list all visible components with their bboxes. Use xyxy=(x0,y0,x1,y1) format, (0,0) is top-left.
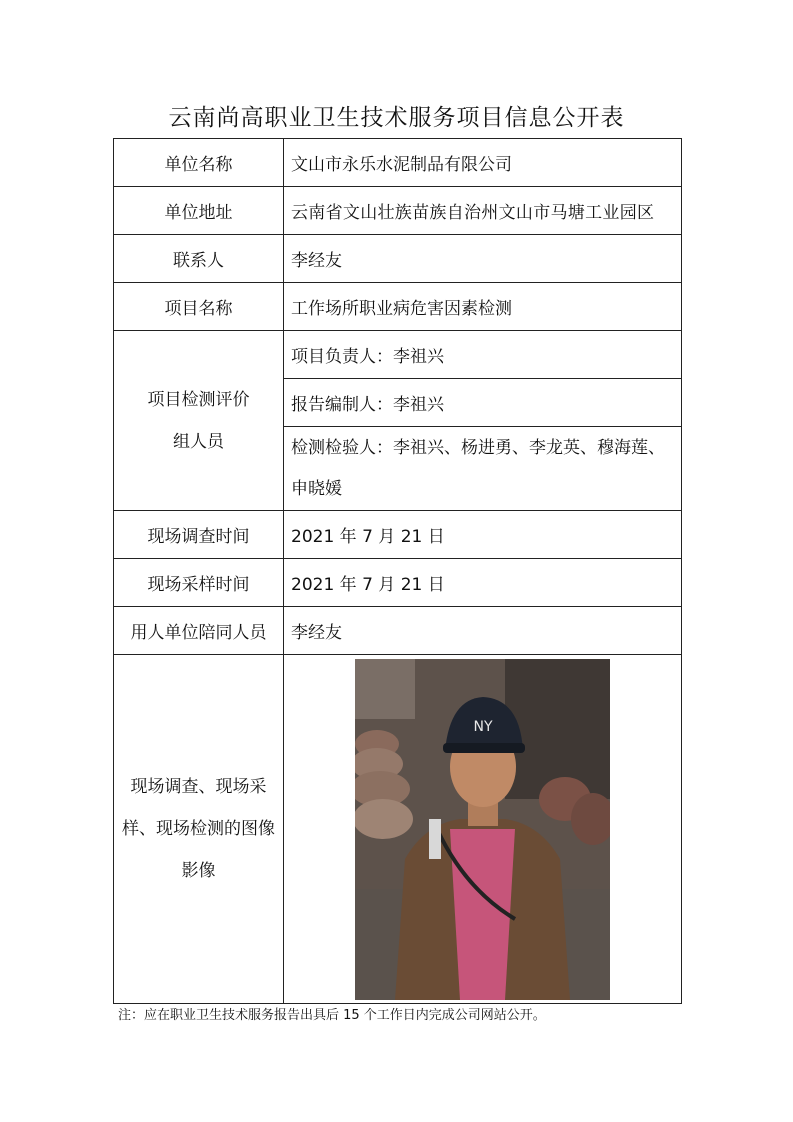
team-leader: 项目负责人：李祖兴 xyxy=(284,331,682,379)
worker-photo-illustration xyxy=(355,659,610,1000)
page-title: 云南尚高职业卫生技术服务项目信息公开表 xyxy=(168,105,625,131)
sampling-time-value: 2021 年 7 月 21 日 xyxy=(284,559,682,607)
team-inspectors: 检测检验人：李祖兴、杨进勇、李龙英、穆海莲、申晓媛 xyxy=(284,427,682,511)
accompany-value: 李经友 xyxy=(284,607,682,655)
company-value: 文山市永乐水泥制品有限公司 xyxy=(284,139,682,187)
address-value: 云南省文山壮族苗族自治州文山市马塘工业园区 xyxy=(284,187,682,235)
info-table xyxy=(113,138,682,1004)
table-row xyxy=(114,187,682,235)
table-row xyxy=(114,235,682,283)
svg-text:NY: NY xyxy=(473,718,493,735)
team-writer: 报告编制人：李祖兴 xyxy=(284,379,682,427)
project-value: 工作场所职业病危害因素检测 xyxy=(284,283,682,331)
table-row xyxy=(114,331,682,379)
contact-value: 李经友 xyxy=(284,235,682,283)
accompany-label: 用人单位陪同人员 xyxy=(114,607,284,655)
contact-label: 联系人 xyxy=(114,235,284,283)
table-row xyxy=(114,139,682,187)
project-label: 项目名称 xyxy=(114,283,284,331)
table-row xyxy=(114,283,682,331)
table-row xyxy=(114,559,682,607)
survey-time-value: 2021 年 7 月 21 日 xyxy=(284,511,682,559)
footnote: 注：应在职业卫生技术服务报告出具后 15 个工作日内完成公司网站公开。 xyxy=(118,1008,546,1023)
team-label-line1: 项目检测评价 xyxy=(147,389,250,410)
company-label: 单位名称 xyxy=(114,139,284,187)
table-row xyxy=(114,511,682,559)
team-label-line2: 组人员 xyxy=(173,431,224,452)
photo-cell xyxy=(284,655,682,1004)
address-label: 单位地址 xyxy=(114,187,284,235)
team-label xyxy=(114,331,284,511)
survey-time-label: 现场调查时间 xyxy=(114,511,284,559)
table-row xyxy=(114,607,682,655)
table-row xyxy=(114,655,682,1004)
sampling-time-label: 现场采样时间 xyxy=(114,559,284,607)
images-label: 现场调查、现场采样、现场检测的图像影像 xyxy=(114,655,284,1004)
site-photo xyxy=(355,659,610,1000)
